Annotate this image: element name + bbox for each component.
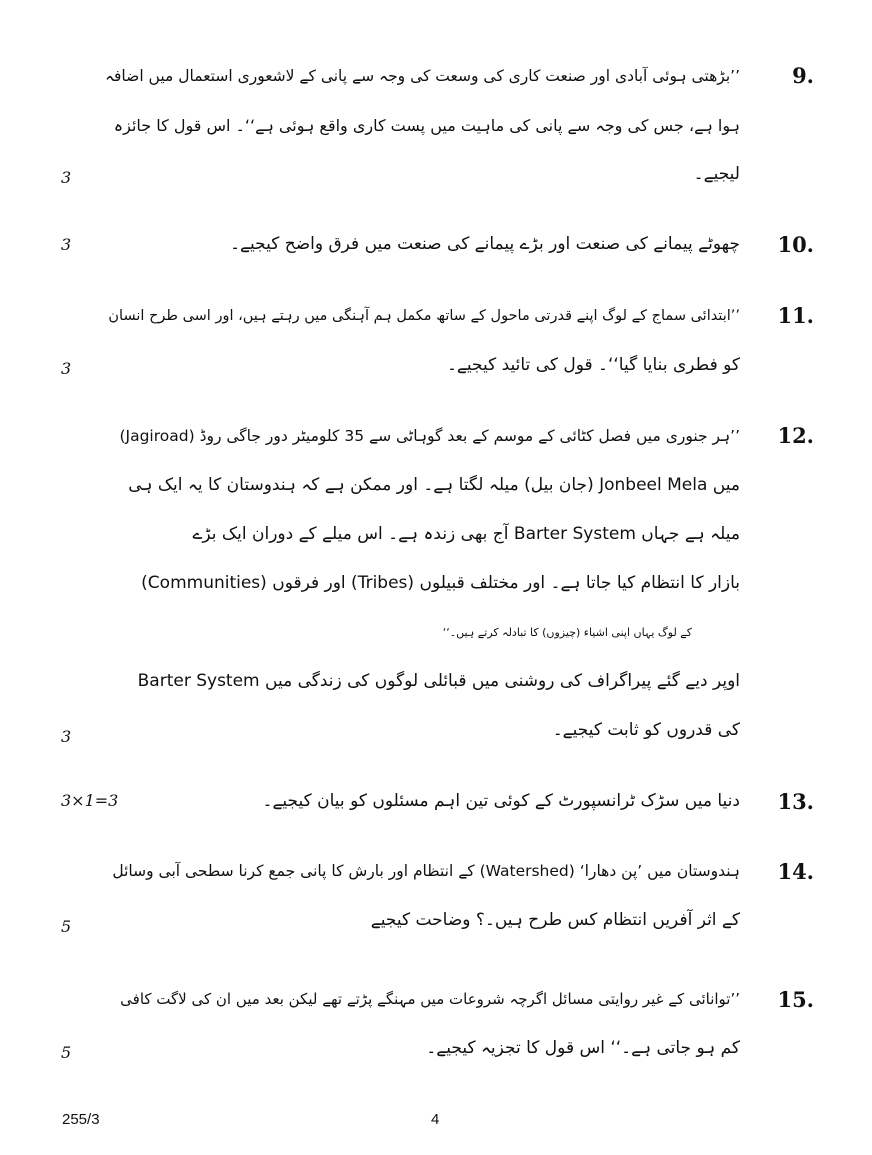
marks: 5 — [61, 1043, 72, 1062]
question-text — [100, 975, 740, 1073]
question-number: 9. — [792, 63, 814, 88]
question-line: دنیا میں سڑک ٹرانسپورٹ کے کوئی تین اہم مسئلوں کو بیان کیجیے۔ — [262, 791, 740, 811]
question-line: کی قدروں کو ثابت کیجیے۔ — [552, 720, 740, 740]
question-text — [100, 777, 740, 826]
marks: 5 — [61, 917, 72, 936]
question-line: ’’ہر جنوری میں فصل کٹائی کے موسم کے بعد گوہاٹی سے 35 کلومیٹر دور جاگی روڈ (Jagiroad) — [119, 427, 740, 445]
question-number: 13. — [777, 789, 814, 814]
question-number: 12. — [777, 423, 814, 448]
page-number: 4 — [431, 1111, 440, 1128]
question-line: ’’بڑھتی ہوئی آبادی اور صنعت کاری کی وسعت کی وجہ سے پانی کے لاشعوری استعمال میں اضافہ — [104, 67, 740, 85]
question-line: کو فطری بنایا گیا‘‘۔ قول کی تائید کیجیے۔ — [446, 355, 740, 375]
question-line: بازار کا انتظام کیا جاتا ہے۔ اور مختلف قبیلوں (Tribes) اور فرقوں (Communities) — [141, 573, 740, 593]
question-text — [100, 292, 740, 390]
question-line: کے اثر آفریں انتظام کس طرح ہیں۔؟ وضاحت کیجیے — [370, 910, 740, 930]
question-line: اوپر دیے گئے پیراگراف کی روشنی میں قبائلی لوگوں کی زندگی میں Barter System — [137, 671, 740, 691]
question-number: 10. — [777, 232, 814, 257]
marks: 3 — [61, 727, 72, 746]
question-number: 15. — [777, 987, 814, 1012]
question-line: میں Jonbeel Mela (جان بیل) میلہ لگتا ہے۔ اور ممکن ہے کہ ہندوستان کا یہ ایک ہی — [128, 475, 740, 495]
question-number: 14. — [777, 859, 814, 884]
marks: 3×1=3 — [61, 791, 119, 810]
question-text — [100, 412, 740, 755]
question-line: ہوا ہے، جس کی وجہ سے پانی کی ماہیت میں پست کاری واقع ہوئی ہے‘‘۔ اس قول کا جائزہ — [113, 116, 740, 135]
question-text — [100, 847, 740, 945]
question-line: کے لوگ یہاں اپنی اشیاء (چیزوں) کا تبادلہ کرتے ہیں۔‘‘ — [442, 626, 692, 639]
question-line: میلہ ہے جہاں Barter System آج بھی زندہ ہے۔ اس میلے کے دوران ایک بڑے — [192, 524, 740, 544]
question-text — [100, 220, 740, 269]
question-line: لیجیے۔ — [693, 164, 740, 184]
paper-code: 255/3 — [62, 1111, 100, 1128]
marks: 3 — [61, 235, 72, 254]
marks: 3 — [61, 359, 72, 378]
question-line: کم ہو جاتی ہے۔‘‘ اس قول کا تجزیہ کیجیے۔ — [426, 1038, 740, 1058]
question-line: ہندوستان میں ’پن دھارا‘ (Watershed) کے انتظام اور بارش کا پانی جمع کرنا سطحی آبی وسائل — [112, 862, 740, 880]
question-line: ’’توانائی کے غیر روایتی مسائل اگرچہ شروعات میں مہنگے پڑتے تھے لیکن بعد میں ان کی لاگت کافی — [120, 990, 740, 1008]
question-line: چھوٹے پیمانے کی صنعت اور بڑے پیمانے کی صنعت میں فرق واضح کیجیے۔ — [230, 234, 740, 254]
question-number: 11. — [777, 303, 814, 328]
question-text — [100, 52, 740, 199]
question-line: ’’ابتدائی سماج کے لوگ اپنے قدرتی ماحول کے ساتھ مکمل ہم آہنگی میں رہتے ہیں، اور اسی طرح انسان — [108, 308, 740, 324]
marks: 3 — [61, 168, 72, 187]
